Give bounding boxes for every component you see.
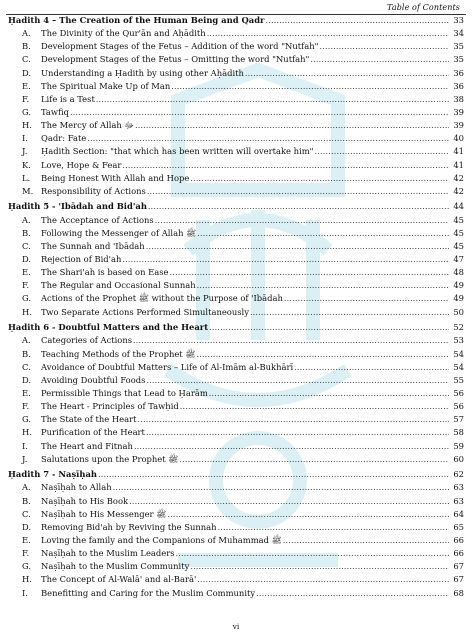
entry-letter: M.: [22, 185, 34, 196]
entry-letter: G.: [22, 293, 32, 304]
toc-entry[interactable]: [8, 159, 464, 172]
entry-page-number: 49: [453, 293, 464, 304]
entry-page-number: 54: [453, 361, 464, 372]
entry-page-number: 68: [453, 587, 464, 598]
toc-entry[interactable]: [8, 481, 464, 494]
leader-dots: [176, 547, 449, 560]
toc-entry[interactable]: [8, 387, 464, 400]
entry-letter: J.: [22, 453, 28, 464]
toc-entry[interactable]: [8, 573, 464, 586]
section-page-number: 62: [453, 469, 464, 480]
entry-letter: A.: [22, 214, 31, 225]
section-page-number: 44: [453, 201, 464, 212]
entry-letter: F.: [22, 548, 30, 559]
leader-dots: [197, 227, 449, 240]
entry-letter: E.: [22, 387, 31, 398]
leader-dots: [315, 145, 449, 158]
toc-entry[interactable]: [8, 534, 464, 547]
entry-letter: B.: [22, 227, 31, 238]
entry-title: The Heart - Principles of Tawḥid: [41, 401, 179, 412]
entry-letter: I.: [22, 587, 28, 598]
entry-title: The Sunnah and 'Ibādah: [41, 240, 145, 251]
toc-entry[interactable]: [8, 413, 464, 426]
leader-dots: [256, 587, 449, 600]
entry-title: Qadr: Fate: [41, 133, 87, 144]
entry-page-number: 45: [453, 214, 464, 225]
toc-entry[interactable]: [8, 521, 464, 534]
toc-section-heading[interactable]: [8, 14, 464, 27]
leader-dots: [70, 106, 449, 119]
entry-letter: D.: [22, 374, 32, 385]
entry-letter: A.: [22, 482, 31, 493]
entry-letter: G.: [22, 561, 32, 572]
entry-page-number: 42: [453, 185, 464, 196]
leader-dots: [113, 481, 449, 494]
toc-section: [8, 14, 464, 198]
toc-section: [8, 200, 464, 318]
leader-dots: [294, 361, 449, 374]
entry-page-number: 67: [453, 574, 464, 585]
entry-title: Tawfiq: [41, 106, 70, 117]
leader-dots: [167, 508, 449, 521]
toc-entry[interactable]: [8, 334, 464, 347]
entry-page-number: 63: [453, 482, 464, 493]
leader-dots: [207, 27, 449, 40]
toc-entry[interactable]: [8, 240, 464, 253]
leader-dots: [245, 67, 449, 80]
entry-title: The Mercy of Allah ﷻ: [41, 120, 134, 131]
toc-section-heading[interactable]: [8, 468, 464, 481]
entry-title: The Regular and Occasional Sunnah: [41, 280, 196, 291]
leader-dots: [190, 560, 449, 573]
table-of-contents: [8, 14, 464, 602]
entry-letter: D.: [22, 67, 32, 78]
entry-title: Naṣīḥah to Allah: [41, 482, 112, 493]
toc-entry[interactable]: [8, 172, 464, 185]
leader-dots: [250, 306, 449, 319]
entry-title: Avoiding Doubtful Foods: [41, 374, 146, 385]
entry-title: Naṣīḥah to His Book: [41, 495, 129, 506]
entry-page-number: 41: [453, 159, 464, 170]
entry-page-number: 47: [453, 254, 464, 265]
leader-dots: [170, 266, 450, 279]
entry-letter: C.: [22, 508, 31, 519]
entry-letter: G.: [22, 106, 32, 117]
entry-title: Naṣīḥah to His Messenger ﷺ: [41, 508, 167, 519]
section-title: Ḥadith 6 - Doubtful Matters and the Heart: [8, 322, 209, 333]
entry-page-number: 54: [453, 348, 464, 359]
section-title: Ḥadith 4 – The Creation of the Human Being and Qadr: [8, 15, 265, 25]
entry-page-number: 57: [453, 414, 464, 425]
entry-page-number: 64: [453, 508, 464, 519]
leader-dots: [146, 374, 449, 387]
entry-letter: G.: [22, 414, 32, 425]
entry-page-number: 49: [453, 280, 464, 291]
entry-page-number: 53: [453, 335, 464, 346]
entry-page-number: 48: [453, 267, 464, 278]
entry-letter: E.: [22, 80, 31, 91]
leader-dots: [310, 53, 449, 66]
entry-title: Following the Messenger of Allah ﷺ: [41, 227, 197, 238]
toc-entry[interactable]: [8, 132, 464, 145]
toc-entry[interactable]: [8, 53, 464, 66]
entry-page-number: 35: [453, 41, 464, 52]
entry-page-number: 65: [453, 521, 464, 532]
entry-letter: C.: [22, 361, 31, 372]
entry-title: The State of the Heart: [41, 414, 137, 425]
entry-letter: F.: [22, 93, 30, 104]
running-head: Table of Contents: [387, 3, 460, 12]
section-title: Ḥadith 7 - Naṣīḥah: [8, 469, 97, 480]
entry-page-number: 63: [453, 495, 464, 506]
toc-entry[interactable]: [8, 440, 464, 453]
entry-title: Naṣīḥah to the Muslim Leaders: [41, 548, 175, 559]
toc-section: [8, 468, 464, 599]
entry-title: The Concept of Al-Walā' and al-Barā': [41, 574, 197, 585]
entry-letter: F.: [22, 401, 30, 412]
entry-letter: K.: [22, 159, 31, 170]
toc-entry[interactable]: [8, 145, 464, 158]
entry-page-number: 36: [453, 80, 464, 91]
entry-title: The Spiritual Make Up of Man: [41, 80, 171, 91]
entry-page-number: 58: [453, 427, 464, 438]
entry-title: Being Honest With Allah and Hope: [41, 172, 190, 183]
toc-entry[interactable]: [8, 547, 464, 560]
entry-letter: D.: [22, 521, 32, 532]
toc-entry[interactable]: [8, 106, 464, 119]
entry-page-number: 66: [453, 534, 464, 545]
leader-dots: [209, 321, 449, 334]
entry-letter: B.: [22, 495, 31, 506]
entry-title: Categories of Actions: [41, 335, 133, 346]
entry-title: Rejection of Bid'ah: [41, 254, 122, 265]
toc-entry[interactable]: [8, 560, 464, 573]
entry-page-number: 66: [453, 548, 464, 559]
entry-title: Development Stages of the Fetus – Addition of the word "Nutfah": [41, 41, 319, 52]
toc-entry[interactable]: [8, 80, 464, 93]
entry-page-number: 50: [453, 306, 464, 317]
leader-dots: [265, 14, 449, 27]
entry-page-number: 34: [453, 28, 464, 39]
entry-page-number: 39: [453, 120, 464, 131]
leader-dots: [209, 387, 449, 400]
leader-dots: [87, 132, 449, 145]
entry-title: Ḥadith Section: "that which has been written will overtake him": [41, 146, 314, 157]
entry-letter: A.: [22, 28, 31, 39]
leader-dots: [197, 279, 449, 292]
entry-page-number: 42: [453, 172, 464, 183]
entry-page-number: 40: [453, 133, 464, 144]
toc-entry[interactable]: [8, 348, 464, 361]
toc-entry[interactable]: [8, 361, 464, 374]
entry-page-number: 38: [453, 93, 464, 104]
entry-title: Benefitting and Caring for the Muslim Community: [41, 587, 256, 598]
entry-title: Permissible Things that Lead to Ḥarām: [41, 387, 208, 398]
toc-section: [8, 321, 464, 466]
leader-dots: [147, 185, 449, 198]
entry-title: Teaching Methods of the Prophet ﷺ: [41, 348, 196, 359]
entry-letter: I.: [22, 440, 28, 451]
toc-entry[interactable]: [8, 495, 464, 508]
toc-entry[interactable]: [8, 214, 464, 227]
leader-dots: [134, 440, 449, 453]
leader-dots: [196, 348, 449, 361]
entry-letter: H.: [22, 427, 32, 438]
toc-section-heading[interactable]: [8, 200, 464, 213]
entry-letter: C.: [22, 54, 31, 65]
section-page-number: 52: [453, 322, 464, 333]
entry-page-number: 35: [453, 54, 464, 65]
entry-page-number: 45: [453, 240, 464, 251]
entry-page-number: 39: [453, 106, 464, 117]
entry-letter: E.: [22, 267, 31, 278]
leader-dots: [146, 240, 449, 253]
entry-page-number: 67: [453, 561, 464, 572]
leader-dots: [137, 413, 449, 426]
leader-dots: [129, 495, 449, 508]
entry-page-number: 56: [453, 401, 464, 412]
section-title: Ḥadith 5 - 'Ibādah and Bid'ah: [8, 201, 147, 212]
entry-letter: E.: [22, 534, 31, 545]
entry-letter: F.: [22, 280, 30, 291]
entry-title: Understanding a Ḥadith by using other Aḥādith: [41, 67, 244, 78]
toc-entry[interactable]: [8, 93, 464, 106]
entry-letter: H.: [22, 306, 32, 317]
entry-title: Development Stages of the Fetus – Omitting the word "Nutfah": [41, 54, 310, 65]
entry-page-number: 56: [453, 387, 464, 398]
entry-title: The Acceptance of Actions: [41, 214, 154, 225]
entry-letter: B.: [22, 41, 31, 52]
leader-dots: [135, 119, 449, 132]
leader-dots: [180, 400, 449, 413]
toc-entry[interactable]: [8, 227, 464, 240]
entry-title: Avoidance of Doubtful Matters – Life of Al-Imām al-Bukhārī: [41, 361, 294, 372]
entry-title: Loving the family and the Companions of Muhammad ﷺ: [41, 534, 282, 545]
leader-dots: [122, 159, 449, 172]
toc-entry[interactable]: [8, 587, 464, 600]
toc-entry[interactable]: [8, 426, 464, 439]
toc-entry[interactable]: [8, 292, 464, 305]
toc-entry[interactable]: [8, 400, 464, 413]
leader-dots: [96, 93, 449, 106]
toc-entry[interactable]: [8, 185, 464, 198]
entry-letter: A.: [22, 335, 31, 346]
toc-entry[interactable]: [8, 453, 464, 466]
entry-page-number: 41: [453, 146, 464, 157]
entry-letter: C.: [22, 240, 31, 251]
entry-title: Responsibility of Actions: [41, 185, 146, 196]
toc-entry[interactable]: [8, 508, 464, 521]
toc-entry[interactable]: [8, 27, 464, 40]
toc-entry[interactable]: [8, 253, 464, 266]
entry-title: The Heart and Fitnah: [41, 440, 133, 451]
toc-section-heading[interactable]: [8, 321, 464, 334]
leader-dots: [148, 200, 449, 213]
toc-entry[interactable]: [8, 279, 464, 292]
entry-title: Naṣīḥah to the Muslim Community: [41, 561, 190, 572]
toc-entry[interactable]: [8, 374, 464, 387]
entry-title: The Shari'ah is based on Ease: [41, 267, 169, 278]
entry-page-number: 36: [453, 67, 464, 78]
leader-dots: [190, 172, 449, 185]
entry-title: Purification of the Heart: [41, 427, 145, 438]
entry-title: Removing Bid'ah by Reviving the Sunnah: [41, 521, 217, 532]
leader-dots: [133, 334, 449, 347]
toc-entry[interactable]: [8, 40, 464, 53]
toc-entry[interactable]: [8, 306, 464, 319]
entry-letter: L.: [22, 172, 31, 183]
entry-page-number: 45: [453, 227, 464, 238]
leader-dots: [171, 80, 449, 93]
section-page-number: 33: [453, 15, 464, 25]
leader-dots: [218, 521, 449, 534]
leader-dots: [197, 573, 449, 586]
entry-letter: J.: [22, 146, 28, 157]
leader-dots: [284, 292, 449, 305]
leader-dots: [283, 534, 449, 547]
entry-letter: D.: [22, 254, 32, 265]
leader-dots: [146, 426, 449, 439]
toc-entry[interactable]: [8, 67, 464, 80]
entry-title: Love, Hope & Fear: [41, 159, 122, 170]
leader-dots: [179, 453, 449, 466]
leader-dots: [122, 253, 449, 266]
entry-letter: H.: [22, 120, 32, 131]
entry-page-number: 59: [453, 440, 464, 451]
entry-title: Actions of the Prophet ﷺ without the Purpose of 'Ibādah: [41, 293, 283, 304]
leader-dots: [98, 468, 449, 481]
toc-entry[interactable]: [8, 119, 464, 132]
entry-title: Two Separate Actions Performed Simultaneously: [41, 306, 249, 317]
entry-page-number: 55: [453, 374, 464, 385]
entry-page-number: 60: [453, 453, 464, 464]
toc-entry[interactable]: [8, 266, 464, 279]
entry-title: The Divinity of the Qur'ān and Aḥādith: [41, 28, 206, 39]
leader-dots: [319, 40, 449, 53]
entry-letter: H.: [22, 574, 32, 585]
entry-title: Life is a Test: [41, 93, 95, 104]
entry-title: Salutations upon the Prophet ﷺ: [41, 453, 179, 464]
page-number: vi: [232, 622, 240, 631]
entry-letter: I.: [22, 133, 28, 144]
entry-letter: B.: [22, 348, 31, 359]
leader-dots: [155, 214, 449, 227]
